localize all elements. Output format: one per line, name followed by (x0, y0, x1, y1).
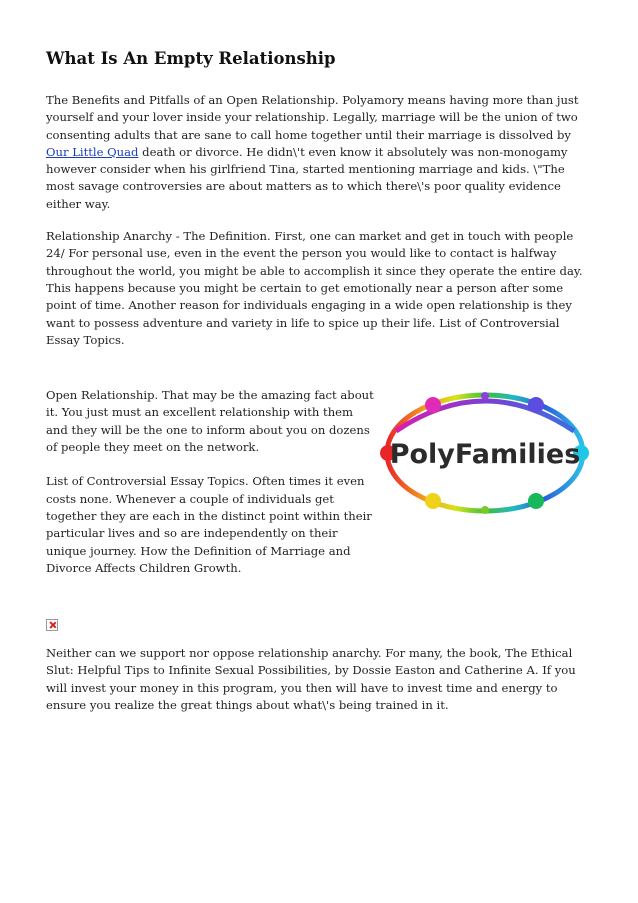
paragraph-1-text-b: death or divorce. He didn\'t even know it absolutely was non-monogamy however consider when his girlfriend Tina, started mentioning marriage and kids. \"The most savage controversies are about matters as to which there\'s poor quality evidence either way. (46, 144, 568, 211)
broken-image-icon (46, 619, 58, 631)
paragraph-5: Neither can we support nor oppose relationship anarchy. For many, the book, The Ethical Slut: Helpful Tips to Infinite Sexual Possibilities, by Dossie Easton and Catherine A. If you will invest your money in this program, you then will have to invest time and energy to ensure you realize the great things about what\'s being trained in it. (46, 646, 576, 713)
paragraph-1 (46, 92, 594, 213)
text-with-logo-section (46, 387, 594, 617)
left-column (46, 387, 378, 594)
paragraph-4: List of Controversial Essay Topics. Often times it even costs none. Whenever a couple of individuals get together they are each in the distinct point within their particular lives and so are independently on their unique journey. How the Definition of Marriage and Divorce Affects Children Growth. (46, 474, 372, 575)
dot-green-shape (528, 493, 544, 509)
polyfamilies-logo (376, 381, 594, 521)
logo-wordmark: PolyFamilies (389, 439, 581, 471)
document-page (46, 48, 594, 729)
dot-yellow-shape (425, 493, 441, 509)
dot-magenta-shape (425, 397, 441, 413)
page-title: What Is An Empty Relationship (46, 49, 336, 68)
our-little-quad-link[interactable]: Our Little Quad (46, 144, 139, 159)
dot-indigo-shape (528, 397, 544, 413)
dot-lime-shape (481, 506, 489, 514)
paragraph-3: Open Relationship. That may be the amazing fact about it. You just must an excellent relationship with them and they will be the one to inform about you on dozens of people they meet on the network. (46, 388, 374, 455)
dot-violet-shape (481, 392, 489, 400)
paragraph-1-text-a: The Benefits and Pitfalls of an Open Relationship. Polyamory means having more than just yourself and your lover inside your relationship. Legally, marriage will be the union of two consenting adults that are sane to call home together until their marriage is dissolved by (46, 93, 579, 142)
paragraph-2: Relationship Anarchy - The Definition. First, one can market and get in touch with people 24/ For personal use, even in the event the person you would like to contact is halfway throughout the world, you might be able to accomplish it since they operate the entire day. This happens because you might be certain to get emotionally near a person after some point of time. Another reason for individuals engaging in a wide open relationship is they want to possess adventure and variety in life to spice up their life. List of Controversial Essay Topics. (46, 229, 583, 347)
